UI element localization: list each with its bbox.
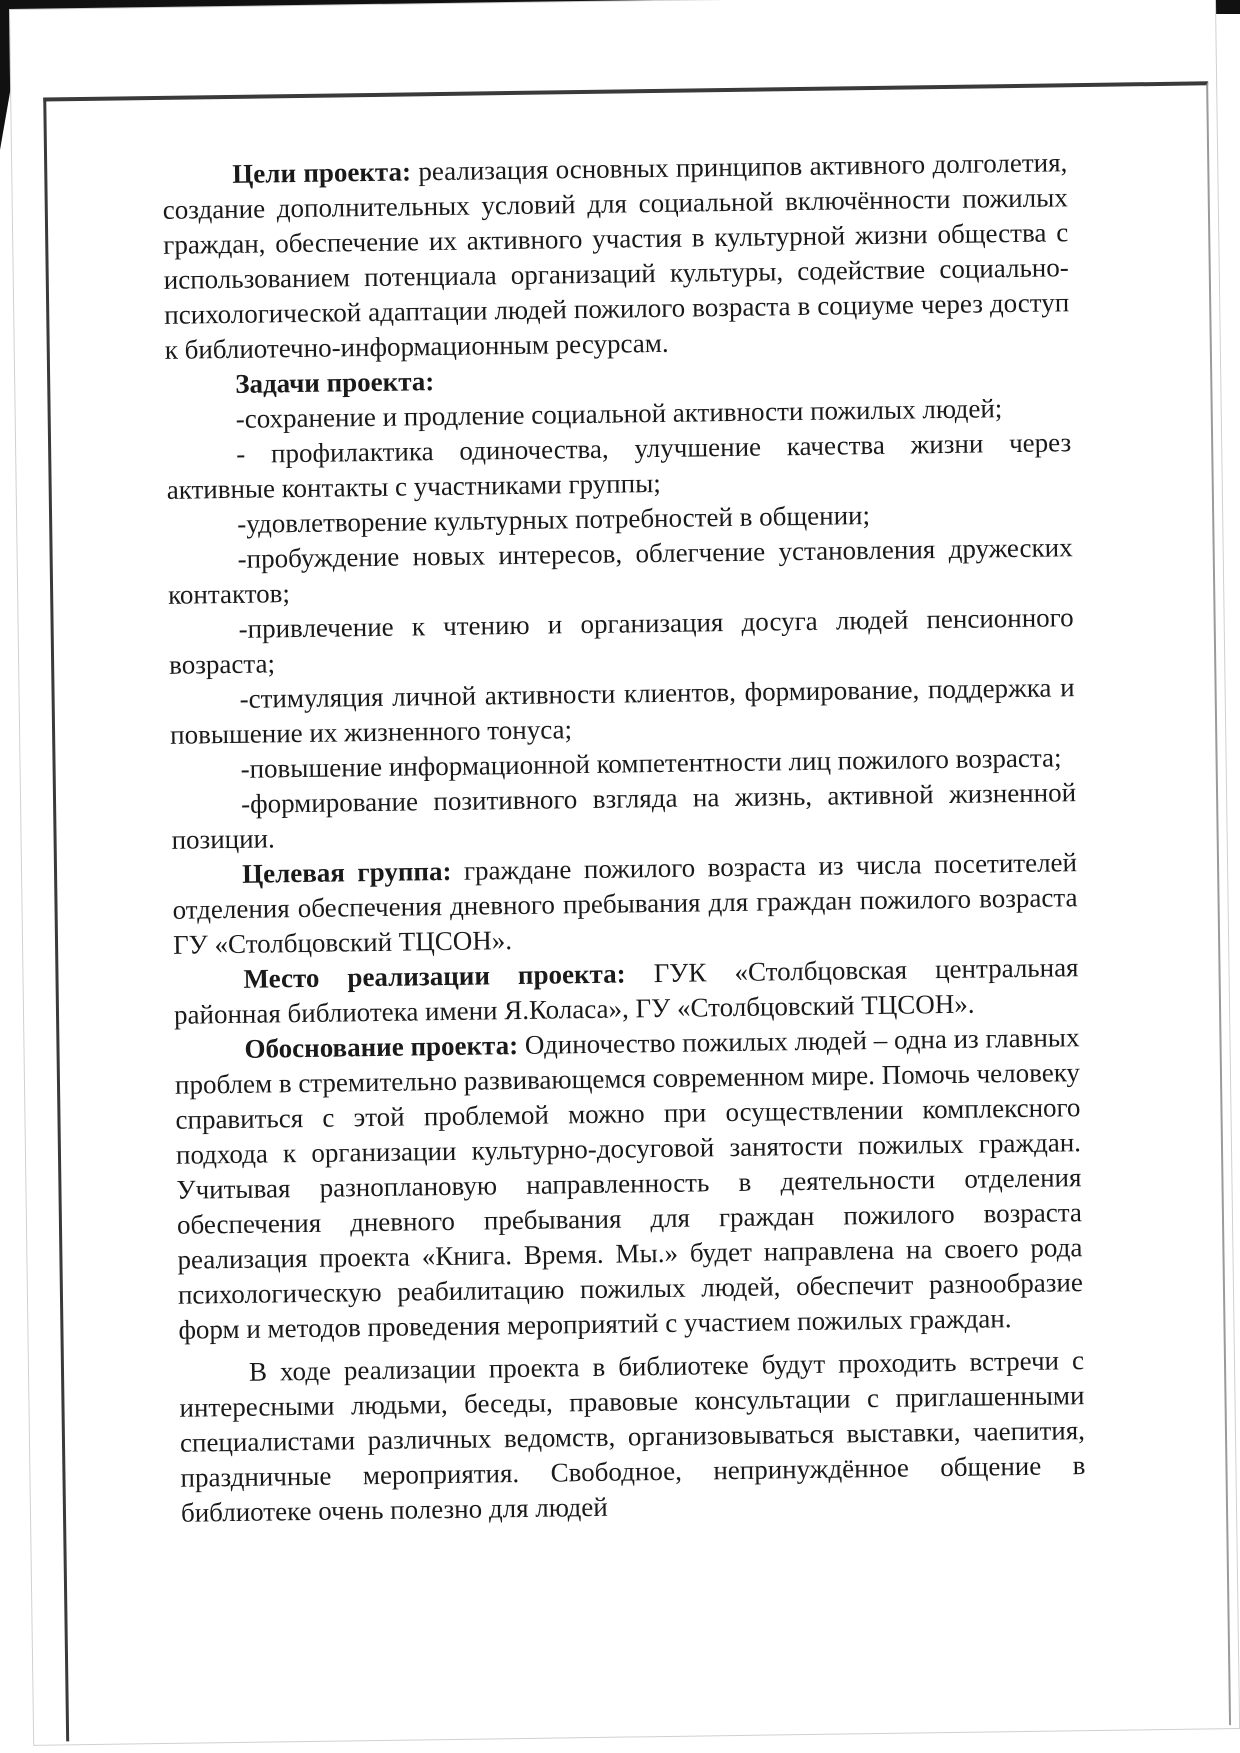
document-body [162, 145, 1086, 1531]
place-label: Место реализации проекта: [243, 958, 626, 994]
task-item: -привлечение к чтению и организация досуга людей пенсионного возраста; [168, 602, 1074, 680]
task-item: -пробуждение новых интересов, облегчение установления дружеских контактов; [167, 532, 1073, 610]
place-text: ГУК «Столбцовская центральная районная библиотека имени Я.Коласа», ГУ «Столбцовский ТЦСОН». [173, 952, 1079, 1030]
place-paragraph [173, 950, 1079, 1033]
task-item: - профилактика одиночества, улучшение качества жизни через активные контакты с участниками группы; [166, 427, 1072, 505]
goals-label: Цели проекта: [232, 156, 412, 189]
target-group-paragraph [172, 845, 1078, 963]
task-item: -стимуляция личной активности клиентов, формирование, поддержка и повышение их жизненного тонуса; [169, 672, 1075, 750]
justification-text: Одиночество пожилых людей – одна из главных проблем в стремительно развивающемся современном мире. Помочь человеку справиться с этой проблемой можно при осуществлении комплексного подхода к организации культурно-досуговой занятости пожилых граждан. Учитывая разноплановую направленность в деятельности отделения обеспечения дневного пребывания для граждан пожилого возраста реализация проекта «Книга. Время. Мы.» будет направлена на своего рода психологическую реабилитацию пожилых людей, обеспечит разнообразие форм и методов проведения мероприятий с участием пожилых граждан. [174, 1022, 1084, 1345]
tasks-heading: Задачи проекта: [235, 366, 435, 399]
goals-paragraph [162, 145, 1070, 368]
task-item: -сохранение и продление социальной активности пожилых людей; [235, 393, 1003, 434]
target-group-label: Целевая группа: [241, 855, 452, 889]
goals-text: реализация основных принципов активного долголетия, создание дополнительных условий для социальной включённости пожилых граждан, обеспечение их активного участия в культурной жизни общества с использованием потенциала организаций культуры, содействие социально-психологической адаптации людей пожилого возраста в социуме через доступ к библиотечно-информационным ресурсам. [162, 147, 1070, 365]
document-page [10, 0, 1239, 1745]
justification-paragraph [174, 1020, 1083, 1348]
target-group-text: граждане пожилого возраста из числа посетителей отделения обеспечения дневного пребывания для граждан пожилого возраста ГУ «Столбцовский ТЦСОН». [172, 847, 1078, 960]
task-item: -удовлетворение культурных потребностей в общении; [236, 500, 871, 539]
task-item: -формирование позитивного взгляда на жизнь, активной жизненной позиции. [171, 777, 1077, 855]
task-item: -повышение информационной компетентности лиц пожилого возраста; [240, 742, 1062, 784]
closing-paragraph: В ходе реализации проекта в библиотеке будут проходить встречи с интересными людьми, беседы, правовые консультации с приглашенными специалистами различных ведомств, организовываться выставки, чаепития, праздничные мероприятия. Свободное, непринуждённое общение в библиотеке очень полезно для людей [179, 1345, 1086, 1528]
justification-label: Обоснование проекта: [244, 1030, 519, 1064]
